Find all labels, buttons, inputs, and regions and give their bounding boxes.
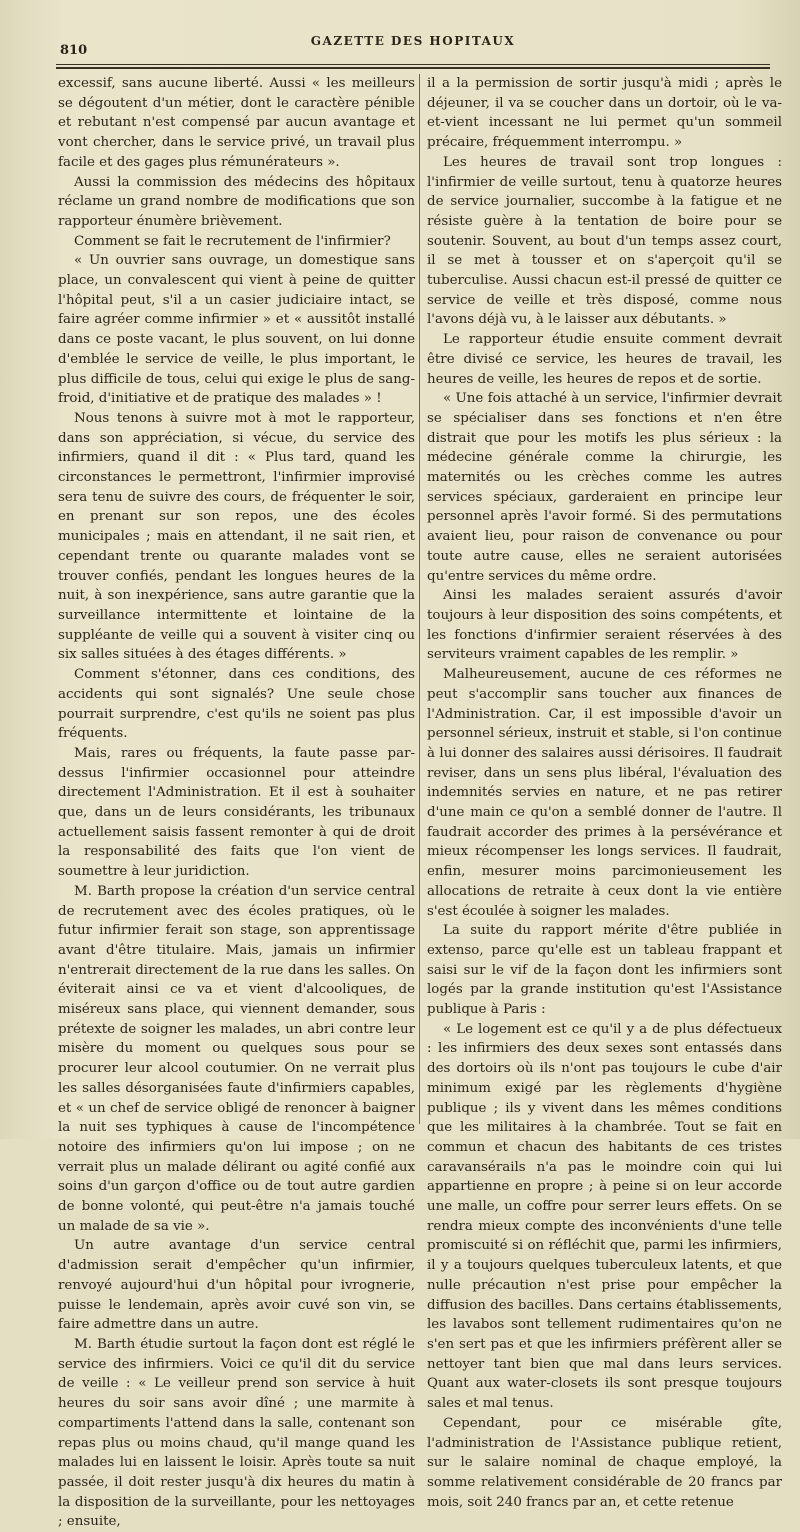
paragraph: Malheureusement, aucune de ces réformes ne peut s'accomplir sans toucher aux finances de l'Administration. Car, il est impossible d'avoir un personnel sérieux, instruit et stable, si l'on continue à lui donner des salaires aussi dérisoires. Il faudrait reviser, dans un sens plus libéral, l'évaluation des indemnités servies en nature, et ne pas retirer d'une main ce qu'on a semblé donner de l'autre. Il faudrait accorder des primes à la persévérance et mieux récompenser les longs services. Il faudrait, enfin, mesurer moins parcimonieusement les allocations de retraite à ceux dont la vie entière s'est écoulée à soigner les malades. — [427, 667, 782, 919]
paragraph: Le rapporteur étudie ensuite comment devrait être divisé ce service, les heures de travail, les heures de veille, les heures de repos et de sortie. — [427, 332, 782, 387]
page-number: 810 — [60, 43, 88, 58]
right-column — [419, 74, 782, 1510]
paragraph: Comment se fait le recrutement de l'infirmier? — [74, 233, 391, 249]
paragraph: Mais, rares ou fréquents, la faute passe par-dessus l'infirmier occasionnel pour atteindre directement l'Administration. Et il est à souhaiter que, dans un de leurs considérants, les tribunaux actuellement saisis fassent remonter à qui de droit la responsabilité des faits que l'on vient de soumettre à leur juridiction. — [58, 745, 415, 880]
paragraph: il a la permission de sortir jusqu'à midi ; après le déjeuner, il va se coucher dans un dortoir, où le va-et-vient incessant ne lui permet qu'un sommeil précaire, fréquemment interrompu. » — [427, 76, 782, 151]
paragraph: « Le logement est ce qu'il y a de plus défectueux : les infirmiers des deux sexes sont entassés dans des dortoirs où ils n'ont pas toujours le cube d'air minimum exigé par les règlements d'hygiène publique ; ils y vivent dans les mêmes conditions que les militaires à la chambrée. Tout se fait en commun et chacun des habitants de ces tristes caravansérails n'a pas le moindre coin qui lui appartienne en propre ; à peine si on leur accorde une malle, un coffre pour serrer leurs effets. On se rendra mieux compte des inconvénients d'une telle promiscuité si on réfléchit que, parmi les infirmiers, il y a toujours quelques tuberculeux latents, et que nulle précaution n'est prise pour empêcher la diffusion des bacilles. Dans certains établissements, les lavabos sont tellement rudimentaires qu'on ne s'en sert pas et que les infirmiers préfèrent aller se nettoyer tant bien que mal dans leurs services. Quant aux water-closets ils sont presque toujours sales et mal tenus. — [427, 1021, 782, 1412]
journal-title: GAZETTE DES HOPITAUX — [310, 34, 516, 48]
paragraph: Les heures de travail sont trop longues : l'infirmier de veille surtout, tenu à quatorze heures de service journalier, succombe à la fatigue et ne résiste guère à la tentation de boire pour se soutenir. Souvent, au bout d'un temps assez court, il se met à tousser et on s'aperçoit qu'il se tuberculise. Aussi chacun est-il pressé de quitter ce service de veille et très disposé, comme nous l'avons déjà vu, à le laisser aux débutants. » — [427, 154, 782, 328]
page-header — [56, 30, 770, 60]
paragraph: M. Barth étudie surtout la façon dont est réglé le service des infirmiers. Voici ce qu'il dit du service de veille : « Le veilleur prend son service à huit heures du soir sans avoir dîné ; une marmite à compartiments l'attend dans la salle, contenant son repas plus ou moins chaud, qu'il mange quand les malades lui en laissent le loisir. Après toute sa nuit passée, il doit rester jusqu'à dix heures du matin à la disposition de la surveillante, pour les nettoyages ; ensuite, — [58, 1337, 415, 1530]
paragraph: Nous tenons à suivre mot à mot le rapporteur, dans son appréciation, si vécue, du service des infirmiers, quand il dit : « Plus tard, quand les circonstances le permettront, l'infirmier improvisé sera tenu de suivre des cours, de fréquenter le soir, en prenant sur son repos, une des écoles municipales ; mais en attendant, il ne sait rien, et cependant trente ou quarante malades vont se trouver confiés, pendant les longues heures de la nuit, à son inexpérience, sans autre garantie que la surveillance intermittente et lointaine de la suppléante de veille qui a souvent à visiter cinq ou six salles situées à des étages différents. » — [58, 410, 415, 663]
paragraph: Cependant, pour ce misérable gîte, l'administration de l'Assistance publique retient, sur le salaire nominal de chaque employé, la somme relativement considérable de 20 francs par mois, soit 240 francs par an, et cette retenue — [427, 1415, 782, 1510]
paragraph: Comment s'étonner, dans ces conditions, des accidents qui sont signalés? Une seule chose pourrait surprendre, c'est qu'ils ne soient pas plus fréquents. — [58, 667, 415, 742]
paragraph: « Un ouvrier sans ouvrage, un domestique sans place, un convalescent qui vient à peine de quitter l'hôpital peut, s'il a un casier judiciaire intact, se faire agréer comme infirmier » et « aussitôt installé dans ce poste vacant, le plus souvent, on lui donne d'emblée le service de veille, le plus important, le plus difficile de tous, celui qui exige le plus de sang-froid, d'initiative et de pratique des malades » ! — [58, 253, 415, 407]
paragraph: Ainsi les malades seraient assurés d'avoir toujours à leur disposition des soins compétents, et les fonctions d'infirmier seraient réservées à des serviteurs vraiment capables de les remplir. » — [427, 588, 782, 663]
header-rule-thick — [56, 67, 770, 69]
paragraph: « Une fois attaché à un service, l'infirmier devrait se spécialiser dans ses fonctions et n'en être distrait que pour les motifs les plus sérieux : la médecine générale comme la chirurgie, les maternités ou les crèches comme les autres services spéciaux, garderaient en principe leur personnel après l'avoir formé. Si des permutations avaient lieu, pour raison de convenance ou pour toute autre cause, elles ne seraient autorisées qu'entre services du même ordre. — [427, 391, 782, 584]
paragraph: La suite du rapport mérite d'être publiée in extenso, parce qu'elle est un tableau frappant et saisi sur le vif de la façon dont les infirmiers sont logés par la grande institution qu'est l'Assistance publique à Paris : — [427, 923, 782, 1018]
paragraph: M. Barth propose la création d'un service central de recrutement avec des écoles pratiques, où le futur infirmier ferait son stage, son apprentissage avant d'être titulaire. Mais, jamais un infirmier n'entrerait directement de la rue dans les salles. On éviterait ainsi ce va et vient d'alcooliques, de miséreux sans place, qui viennent demander, sous prétexte de soigner les malades, un abri contre leur misère du moment ou quelques sous pour se procurer leur alcool coutumier. On ne verrait plus les salles désorganisées faute d'infirmiers capables, et « un chef de service obligé de renoncer à baigner la nuit ses typhiques à cause de l'incompétence notoire des infirmiers qu'on lui impose ; on ne verrait plus un malade délirant ou agité confié aux soins d'un garçon d'office ou de tout autre gardien de bonne volonté, qui peut-être n'a jamais touché un malade de sa vie ». — [58, 883, 415, 1234]
left-column — [58, 74, 415, 1530]
header-rule-thin — [56, 64, 770, 65]
paragraph: Un autre avantage d'un service central d'admission serait d'empêcher qu'un infirmier, renvoyé aujourd'hui d'un hôpital pour ivrognerie, puisse le lendemain, après avoir cuvé son vin, se faire admettre dans un autre. — [58, 1238, 415, 1333]
article-columns — [58, 74, 782, 1530]
paragraph: Aussi la commission des médecins des hôpitaux réclame un grand nombre de modifications que son rapporteur énumère brièvement. — [58, 174, 415, 229]
paragraph: excessif, sans aucune liberté. Aussi « les meilleurs se dégoutent d'un métier, dont le caractère pénible et rebutant n'est compensé par aucun avantage et vont chercher, dans le service privé, un travail plus facile et des gages plus rémunérateurs ». — [58, 76, 415, 170]
